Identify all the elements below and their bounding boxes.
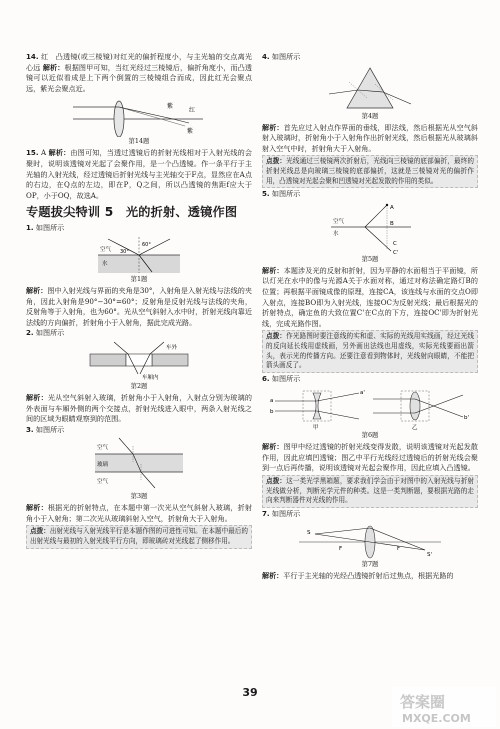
label-air: 空气 <box>100 246 112 253</box>
answer-text: 如图所示 <box>35 424 65 434</box>
explanation-text: 根据图甲可知，当红光经过三棱镜后，偏折角度小，而凸透镜可以近似看成是上下两个倒置的三棱镜组合而成，因此红光会聚点远，紫光会聚点近。 <box>26 62 253 93</box>
answer-text: 如图所示 <box>35 328 65 338</box>
tip-text: 出射光线与入射光线平行是本题作图的可进性可知。在本题中最后的出射光线与最初的入射光线平行方向，即玻璃砖对光线起了侧移作用。 <box>30 527 249 546</box>
explanation-label: 解析： <box>262 265 284 275</box>
label-s: S <box>307 530 311 537</box>
explanation-label: 解析： <box>26 503 48 513</box>
explanation-label: 解析： <box>26 285 48 295</box>
site-watermark <box>392 687 496 727</box>
question-number: 5. <box>262 189 270 199</box>
tip-label: 点拨： <box>266 332 287 341</box>
question-6 <box>262 374 478 508</box>
car-window-diagram <box>84 340 194 382</box>
question-4 <box>262 52 478 188</box>
explanation-text: 平行于主光轴的光经凸透镜折射后过焦点，根据光路的 <box>283 571 454 581</box>
page-number: 39 <box>242 686 258 699</box>
label-b-prime: b' <box>464 415 470 422</box>
label-glass: 玻璃 <box>97 462 109 469</box>
label-outside: 车外 <box>166 344 178 351</box>
explanation-text: 光从空气斜射入玻璃，折射角小于入射角，入射点分别为玻璃的外表面与车厢外侧的两个交接点，折射光线进入眼中，两条入射光线之间的区域为眼睛观察到的范围。 <box>26 392 252 424</box>
answer-text: 如图所示 <box>271 189 301 199</box>
label-water: 水 <box>333 230 339 237</box>
convex-lens-imaging-diagram <box>295 520 445 560</box>
label-yi: 乙 <box>412 425 418 432</box>
figure-caption: 第14题 <box>128 137 150 146</box>
figure-caption: 第7题 <box>361 560 379 569</box>
explanation-label: 解析： <box>262 442 284 452</box>
answer-text: 如图所示 <box>271 508 301 518</box>
explanation-text: 由图可知，当透过透镜后的折射光线相对于入射光线的会聚时，说明该透镜对光起了会聚作用，是一个凸透镜。作一条平行于主光轴的入射光线，经过透镜后折射光线与主光轴交于F点，显然应在A点的右边，在Q点的左边，即在P，Q之间，所以凸透镜的焦距f应大于OP，小于OQ，故选A。 <box>26 148 253 200</box>
tip-label: 点拨： <box>30 527 50 536</box>
question-number: 15. <box>26 148 39 158</box>
label-inside: 车厢内 <box>142 374 159 381</box>
label-a: A <box>390 204 394 211</box>
lens-dispersion-diagram <box>69 95 209 137</box>
explanation-label: 解析： <box>48 148 71 158</box>
prism-diagram <box>325 64 415 112</box>
question-number: 4. <box>262 52 270 61</box>
question-2 <box>26 328 252 424</box>
tip-text: 光线通过三棱镜两次折射后，光线向三棱镜的底部偏折，最终的折射光线总是向玻璃三棱镜的底部偏折，这就是三棱镜对光的偏折作用，凸透镜对光起会聚和凹透镜对光起发散的作用的类似。 <box>266 157 474 185</box>
question-number: 7. <box>262 508 270 518</box>
question-5 <box>262 189 478 373</box>
answer-text: 如图所示 <box>271 373 301 383</box>
explanation-label: 解析： <box>26 392 48 402</box>
tip-box <box>262 330 478 372</box>
label-red: 红 <box>189 107 196 115</box>
watermark-top: 答案圈 <box>400 693 446 711</box>
label-c-prime: C' <box>393 249 399 255</box>
tip-label: 点拨： <box>266 477 287 486</box>
explanation-text: 图中入射光线与界面的夹角是30°，入射角是入射光线与法线的夹角，因此入射角是90°−30°=60°；反射角是反射光线与法线的夹角，反射角等于入射角，也为60°。光从空气斜射入水中时，折射光线向靠近法线的方向偏折，折射角小于入射角，据此完成光路。 <box>26 285 252 327</box>
explanation-text: 本题涉及光的反射和折射，因为平静的水面相当于平面镜，所以灯光在水中的像与光源A关于水面对称，通过对称法确定路灯B的位置；再根据平面镜成像的原理，连接CA，该连线与水面的交点O即入射点，连接BO即为入射光线，连接OC为反射光线；最后根据光的折射特点，确定鱼的大致位置C'在C点的下方，连接OC'即为折射光线，完成光路作图。 <box>262 265 479 328</box>
tip-box <box>262 155 478 188</box>
tip-text: 这一类光学黑箱题，要求我们学会由于对图中的入射光线与折射光线做分析，判断光学元件的种类。这是一类判断题，要根据光路的走向来判断器件对光线的作用。 <box>266 477 474 505</box>
lens-blackbox-diagram <box>267 385 473 431</box>
question-number: 3. <box>26 424 34 434</box>
tip-text: 作光路图时要注意线的实和虚、实际的光线用实线画，经过光线的反向延长线用虚线画，另外画出法线也用虚线，实际光线要画出箭头，表示光的传播方向。还要注意看到物体时，光线射向眼睛，不能把箭头画反了。 <box>266 332 474 370</box>
tip-box <box>262 475 478 508</box>
question-number: 6. <box>262 373 270 383</box>
figure-caption: 第3题 <box>130 492 148 501</box>
label-b: B <box>390 220 394 227</box>
answer-text: 红 凸透镜(或三棱镜)对红光的偏折程度小，与主光轴的交点离光心远 <box>26 52 252 72</box>
explanation-text: 根据光的折射特点，在本题中第一次光从空气斜射入玻璃，折射角小于入射角；第二次光从玻璃斜射入空气，折射角大于入射角。 <box>26 503 252 523</box>
label-a: a <box>270 398 274 405</box>
answer-text: 如图所示 <box>35 223 65 233</box>
watermark-bottom: MXQE.COM <box>402 712 471 725</box>
figure-caption: 第6题 <box>361 431 379 440</box>
figure-caption: 第5题 <box>361 254 379 263</box>
tip-label: 点拨： <box>266 157 287 166</box>
refraction-air-water-diagram <box>94 235 184 275</box>
explanation-text: 首先应过入射点作界面的垂线，即法线，然后根据光从空气斜射入玻璃时，折射角小于入射角作出折射光线，然后根据光从玻璃斜射入空气中时，折射角大于入射角。 <box>262 122 479 153</box>
glass-slab-refraction-diagram <box>89 436 189 492</box>
label-air: 空气 <box>333 218 345 225</box>
explanation-label: 解析： <box>262 122 284 132</box>
question-1 <box>26 223 252 328</box>
left-column <box>26 52 252 550</box>
right-column <box>262 52 478 582</box>
figure-caption: 第2题 <box>130 381 148 390</box>
label-f-left: F <box>339 546 343 553</box>
label-s-prime: S' <box>427 552 433 559</box>
question-15 <box>26 148 252 201</box>
label-purple: 紫 <box>167 103 174 111</box>
question-number: 1. <box>26 223 34 233</box>
explanation-label: 解析： <box>262 571 284 581</box>
label-f-right: F <box>397 546 401 553</box>
label-purple-2: 紫 <box>187 128 194 136</box>
label-c: C <box>393 240 397 247</box>
reflection-water-surface-diagram <box>325 201 415 255</box>
label-jia: 甲 <box>313 425 319 432</box>
label-air-bottom: 空气 <box>97 479 109 486</box>
answer-text: A <box>41 148 47 158</box>
label-water: 水 <box>102 260 108 267</box>
question-14 <box>26 52 252 146</box>
label-angle-30: 30° <box>120 248 129 255</box>
label-air-top: 空气 <box>97 445 109 452</box>
label-a-prime: a' <box>360 390 365 397</box>
label-angle-60: 60° <box>142 241 151 248</box>
question-number: 14. <box>26 52 39 61</box>
explanation-text: 图甲中经过透镜的折射光线变得发散，说明该透镜对光起发散作用，因此应填凹透镜；图乙中平行光线经过透镜后的折射光线会聚到一点后再传播，说明该透镜对光起会聚作用，因此应填入凸透镜。 <box>262 442 479 473</box>
question-3 <box>26 425 252 549</box>
tip-box <box>26 525 252 548</box>
figure-caption: 第4题 <box>361 111 379 120</box>
label-b: b <box>270 409 274 416</box>
section-title: 专题拔尖特训 5 光的折射、透镜作图 <box>26 205 238 220</box>
question-7 <box>262 509 478 582</box>
explanation-label: 解析： <box>42 62 65 72</box>
answer-text: 如图所示 <box>271 52 301 61</box>
question-number: 2. <box>26 328 34 338</box>
figure-caption: 第1题 <box>130 274 148 283</box>
